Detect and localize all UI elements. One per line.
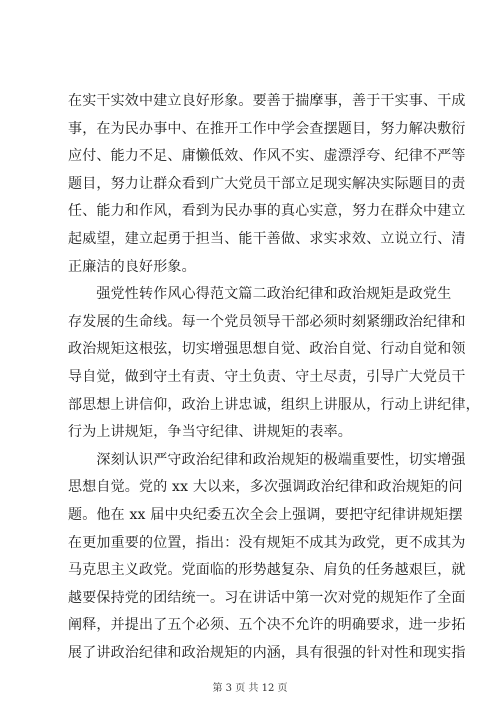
- text-line: 导自觉，做到守土有责、守土负责、守土尽责，引导广大党员干: [68, 368, 466, 385]
- text-line: 马克思主义政党。党面临的形势越复杂、肩负的任务越艰巨，就: [68, 562, 466, 579]
- text-line: 行为上讲规矩，争当守纪律、讲规矩的表率。: [68, 424, 352, 441]
- text-line: 阐释，并提出了五个必须、五个决不允许的明确要求，进一步拓: [68, 617, 466, 634]
- text-line: 在更加重要的位置，指出：没有规矩不成其为政党，更不成其为: [68, 534, 466, 551]
- text-line: 展了讲政治纪律和政治规矩的内涵，具有很强的针对性和现实指: [68, 644, 466, 661]
- document-body: [68, 88, 480, 667]
- text-line: 应付、能力不足、庸懒低效、作风不实、虚漂浮夸、纪律不严等: [68, 148, 466, 165]
- text-line: 政治规矩这根弦，切实增强思想自觉、政治自觉、行动自觉和领: [68, 341, 466, 358]
- text-line: 强党性转作风心得范文篇二政治纪律和政治规矩是政党生: [68, 286, 452, 303]
- text-line: 题目，努力让群众看到广大党员干部立足现实解决实际题目的责: [68, 175, 466, 192]
- text-line: 起威望，建立起勇于担当、能干善做、求实求效、立说立行、清: [68, 230, 466, 247]
- text-line: 思想自觉。党的 xx 大以来，多次强调政治纪律和政治规矩的问: [68, 479, 463, 496]
- text-line: 题。他在 xx 届中央纪委五次全会上强调，要把守纪律讲规矩摆: [68, 506, 463, 523]
- text-line: 事，在为民办事中、在推开工作中学会查摆题目，努力解决敷衍: [68, 120, 466, 137]
- text-line: 正廉洁的良好形象。: [68, 258, 196, 275]
- text-line: 在实干实效中建立良好形象。要善于揣摩事，善于干实事、干成: [68, 93, 466, 109]
- text-line: 深刻认识严守政治纪律和政治规矩的极端重要性，切实增强: [68, 451, 466, 468]
- text-line: 越要保持党的团结统一。习在讲话中第一次对党的规矩作了全面: [68, 589, 466, 606]
- page-number-footer: 第 3 页 共 12 页: [212, 683, 288, 694]
- text-line: 任、能力和作风，看到为民办事的真心实意，努力在群众中建立: [68, 203, 466, 220]
- text-line: 存发展的生命线。每一个党员领导干部必须时刻紧绷政治纪律和: [68, 313, 466, 330]
- text-line: 部思想上讲信仰，政治上讲忠诚，组织上讲服从，行动上讲纪律，: [68, 396, 480, 413]
